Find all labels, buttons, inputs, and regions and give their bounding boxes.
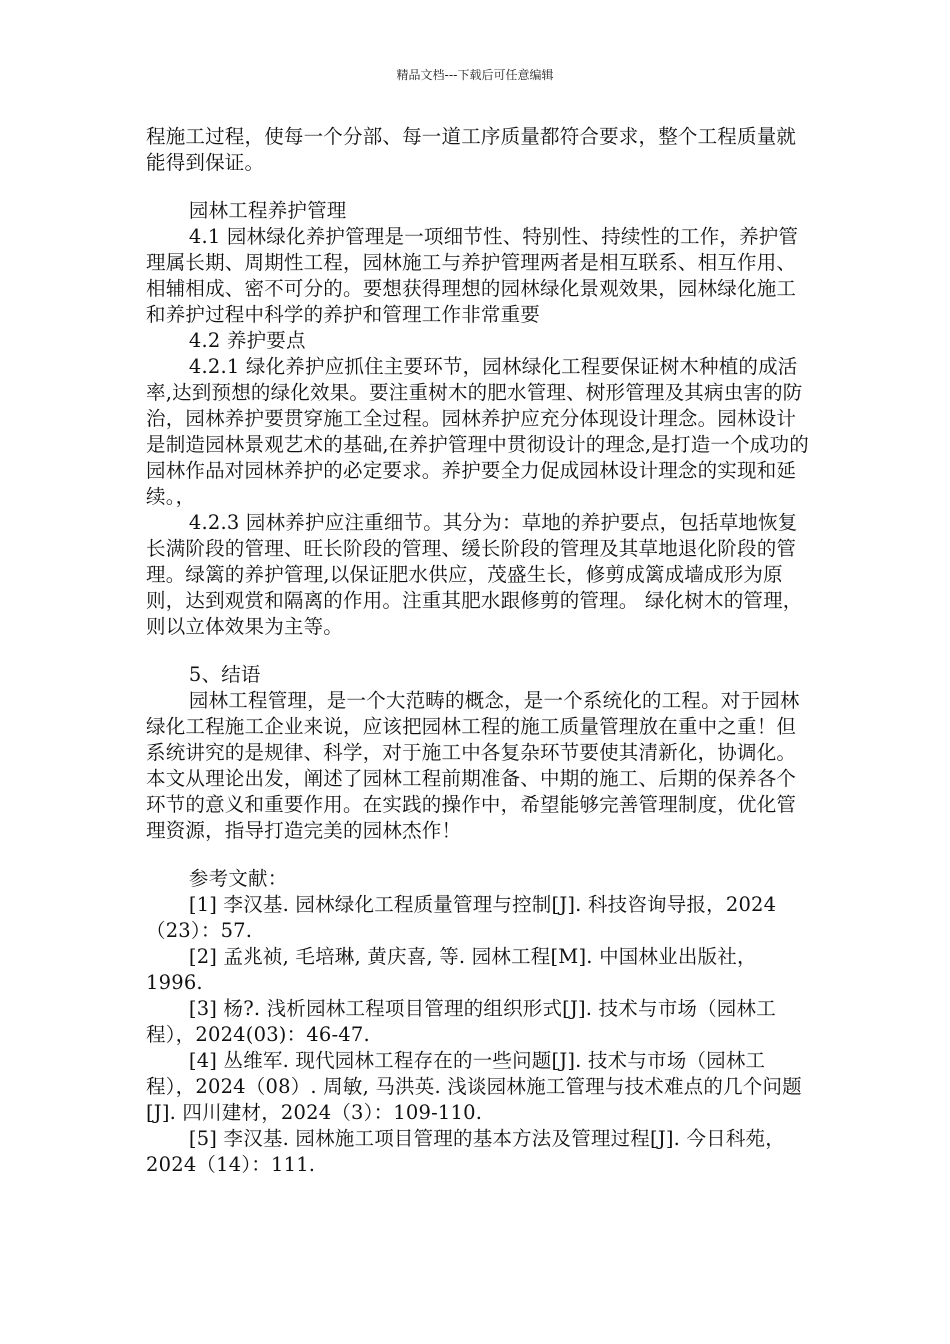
reference-item: [5] 李汉基. 园林施工项目管理的基本方法及管理过程[J]. 今日科苑，2024（14）：111. (146, 1127, 785, 1176)
section-4-heading: 园林工程养护管理 (188, 199, 347, 222)
document-body (146, 124, 810, 1178)
reference-item: [4] 丛维军. 现代园林工程存在的一些问题[J]. 技术与市场（园林工程），2024（08）. 周敏, 马洪英. 浅谈园林施工管理与技术难点的几个问题[J]. 四川建材，2024（3）：109-110. (146, 1049, 802, 1124)
conclusion-paragraph: 园林工程管理，是一个大范畴的概念，是一个系统化的工程。对于园林绿化工程施工企业来说，应该把园林工程的施工质量管理放在重中之重！但系统讲究的是规律、科学，对于施工中各复杂环节要使其清新化，协调化。本文从理论出发，阐述了园林工程前期准备、中期的施工、后期的保养各个环节的意义和重要作用。在实践的操作中，希望能够完善管理制度，优化管理资源，指导打造完美的园林杰作！ (146, 689, 800, 842)
paragraph-4-1: 4.1 园林绿化养护管理是一项细节性、特别性、持续性的工作，养护管理属长期、周期性工程，园林施工与养护管理两者是相互联系、相互作用、相辅相成、密不可分的。要想获得理想的园林绿化景观效果，园林绿化施工和养护过程中科学的养护和管理工作非常重要 (146, 225, 799, 326)
reference-item: [2] 孟兆祯, 毛培琳, 黄庆喜, 等. 园林工程[M]. 中国林业出版社，1996. (146, 945, 757, 994)
paragraph-4-2-1: 4.2.1 绿化养护应抓住主要环节，园林绿化工程要保证树木种植的成活率,达到预想的绿化效果。要注重树木的肥水管理、树形管理及其病虫害的防治，园林养护要贯穿施工全过程。园林养护应充分体现设计理念。园林设计是制造园林景观艺术的基础,在养护管理中贯彻设计的理念,是打造一个成功的园林作品对园林养护的必定要求。养护要全力促成园林设计理念的实现和延续。， (146, 355, 809, 508)
section-4-2-heading: 4.2 养护要点 (188, 329, 306, 352)
page-header: 精品文档---下载后可任意编辑 (396, 68, 554, 82)
intro-paragraph: 程施工过程，使每一个分部、每一道工序质量都符合要求，整个工程质量就能得到保证。 (146, 125, 797, 174)
paragraph-4-2-3: 4.2.3 园林养护应注重细节。其分为：草地的养护要点，包括草地恢复长满阶段的管理、旺长阶段的管理、缓长阶段的管理及其草地退化阶段的管理。绿篱的养护管理,以保证肥水供应，茂盛生长，修剪成篱成墙成形为原则，达到观赏和隔离的作用。注重其肥水跟修剪的管理。 绿化树木的管理，则以立体效果为主等。 (146, 511, 803, 638)
reference-item: [1] 李汉基. 园林绿化工程质量管理与控制[J]. 科技咨询导报，2024（23）：57. (146, 893, 777, 942)
section-5-heading: 5、结语 (188, 663, 261, 686)
reference-item: [3] 杨?. 浅析园林工程项目管理的组织形式[J]. 技术与市场（园林工程），2024(03)：46-47. (146, 997, 776, 1046)
references-heading: 参考文献： (188, 867, 288, 890)
